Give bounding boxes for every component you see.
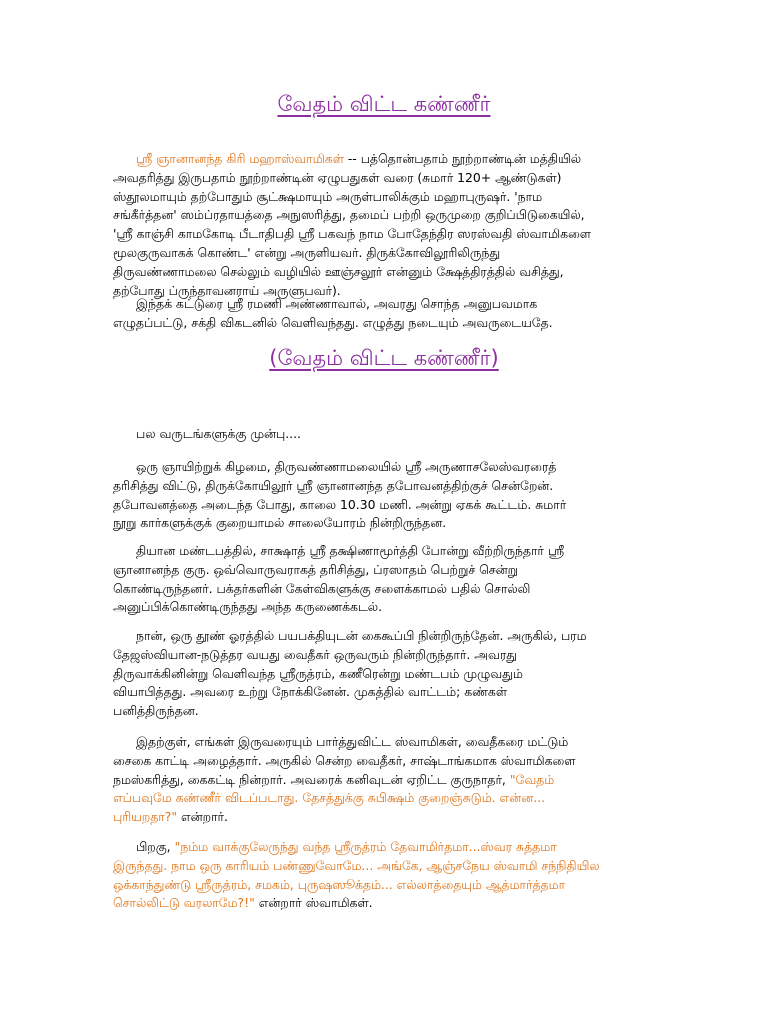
paragraph-2 [113,458,723,533]
paragraph-line: ஒரு ஞாயிற்றுக் கிழமை, திருவண்ணாமலையில் ஸ்ரீ அருணாசலேஸ்வரரைத் [136,459,557,474]
intro-line: ஸ்தூலமாயும் தற்போதும் சூட்க்ஷமாயும் அருள்பாலிக்கும் மஹாபுருஷர். 'நாம [113,188,543,204]
paragraph-line: தரிசித்து விட்டு, திருக்கோயிலூர் ஸ்ரீ ஞானானந்த தபோவனத்திற்குச் சென்றேன். [113,477,554,493]
swami-name: ஸ்ரீ ஞானானந்த கிரி மஹாஸ்வாமிகள் [136,151,344,166]
quote-line: இருந்தது. நாம ஒரு காரியம் பண்ணுவோமே... அங்கே, ஆஞ்சநேய ஸ்வாமி சந்நிதியில [113,857,600,873]
paragraph-3 [113,542,723,617]
quote-text: "வேதம் [509,771,555,787]
paragraph-line: சைகை காட்டி அழைத்தார். அருகில் சென்ற வைதீகர், சாஷ்டாங்கமாக ஸ்வாமிகளை [113,752,576,768]
paragraph-line [113,808,723,827]
paragraph-line: வியாபித்தது. அவரை உற்று நோக்கினேன். முகத்தில் வாட்டம்; கண்கள் [113,684,507,700]
narration-text: என்றார். [177,809,228,825]
paragraph-line: கொண்டிருந்தனர். பக்தர்களின் கேள்விகளுக்கு சளைக்காமல் பதில் சொல்லி [113,580,531,596]
intro-line: 'ஸ்ரீ காஞ்சி காமகோடி பீடாதிபதி ஸ்ரீ பகவந் நாம போதேந்திர ஸரஸ்வதி ஸ்வாமிகளை [113,226,591,242]
paragraph-line: தேஜஸ்வியான-நடுத்தர வயது வைதீகர் ஒருவரும் நின்றிருந்தார். அவரது [113,646,517,662]
quote-text: சொல்லிட்டு வரலாமே?!" [113,895,255,911]
paragraph-line: அனுப்பிக்கொண்டிருந்தது அந்த கருணைக்கடல். [113,599,383,615]
paragraph-5 [113,733,723,827]
paragraph-line: ஞானானந்த குரு. ஒவ்வொருவராகத் தரிசித்து, ப்ரஸாதம் பெற்றுச் சென்று [113,561,519,577]
paragraph-4 [113,627,723,721]
intro-line: சங்கீர்த்தன' ஸம்ப்ரதாயத்தை அநுஸரித்து, தமைப் பற்றி ஒருமுறை குறிப்பிடுகையில், [113,207,585,223]
intro-line: மூலகுருவாகக் கொண்ட' என்று அருளியவர். திருக்கோவிலூரிலிருந்து [113,244,501,260]
subtitle-text: (வேதம் விட்ட கண்ணீர்) [269,346,499,370]
narration-text: பிறகு, [136,839,175,854]
quote-text: புரியறதா?" [113,809,178,825]
intro-line-1-rest: -- பத்தொன்பதாம் நூற்றாண்டின் மத்தியில் [343,151,582,166]
title-text: வேதம் விட்ட கண்ணீர் [277,92,491,116]
credit-line: இந்தக் கட்டுரை ஸ்ரீ ரமணி அண்ணாவால், அவரது சொந்த அனுபவமாக [136,296,538,311]
quote-text: "நம்ம வாக்குலேருந்து வந்த ஸ்ரீருத்ரம் தேவாமிர்தமா...ஸ்வர சுத்தமா [174,839,557,854]
intro-line: அவதரித்து இருபதாம் நூற்றாண்டின் ஏழுபதுகள் வரை (சுமார் 120+ ஆண்டுகள்) [113,169,562,185]
paragraph-line [113,894,723,913]
credit-line: எழுதப்பட்டு, சக்தி விகடனில் வெளிவந்தது. எழுத்து நடையும் அவருடையதே. [113,314,553,330]
paragraph-line: பல வருடங்களுக்கு முன்பு.... [136,426,301,441]
credit-paragraph [113,295,723,333]
intro-line-1 [113,150,723,169]
paragraph-1 [113,425,723,444]
paragraph-line: திருவாக்கினின்று வெளிவந்த ஸ்ரீருத்ரம், கணீரென்று மண்டபம் முழுவதும் [113,665,523,681]
quote-line: எப்பவுமே கண்ணீர் விடப்படாது. தேசத்துக்கு சுபிக்ஷம் குறைஞ்சுடும். என்ன... [113,790,546,806]
paragraph-6 [113,838,723,913]
paragraph-line: நான், ஒரு தூண் ஓரத்தில் பயபக்தியுடன் கைகூப்பி நின்றிருந்தேன். அருகில், பரம [136,628,587,643]
document-subtitle [0,344,768,372]
paragraph-line: இதற்குள், எங்கள் இருவரையும் பார்த்துவிட்ட ஸ்வாமிகள், வைதீகரை மட்டும் [136,734,569,749]
paragraph-line [113,771,723,790]
paragraph-line: தியான மண்டபத்தில், சாக்ஷாத் ஸ்ரீ தக்ஷிணாமூர்த்தி போன்று வீற்றிருந்தார் ஸ்ரீ [136,543,564,558]
paragraph-line: பனித்திருந்தன. [113,703,199,719]
intro-line: தற்போது ப்ருந்தாவனராய் அருளுபவர்). [113,282,341,298]
narration-text: நமஸ்கரித்து, கைகட்டி நின்றார். அவரைக் கனிவுடன் ஏறிட்ட குருநாதர், [113,771,510,787]
quote-line: ஒக்காந்துண்டு ஸ்ரீருத்ரம், சமகம், புருஷஸூக்தம்... எல்லாத்தையும் ஆத்மார்த்தமா [113,876,566,892]
paragraph-line: நூறு கார்களுக்குக் குறையாமல் சாலையோரம் நின்றிருந்தன. [113,515,447,531]
paragraph-line [113,838,723,857]
document-title [0,90,768,118]
narration-text: என்றார் ஸ்வாமிகள். [254,895,373,911]
intro-line: திருவண்ணாமலை செல்லும் வழியில் ஊஞ்சலூர் என்னும் க்ஷேத்திரத்தில் வசித்து, [113,263,564,279]
paragraph-line: தபோவனத்தை அடைந்த போது, காலை 10.30 மணி. அன்று ஏகக் கூட்டம். சுமார் [113,496,567,512]
intro-paragraph [113,150,723,300]
